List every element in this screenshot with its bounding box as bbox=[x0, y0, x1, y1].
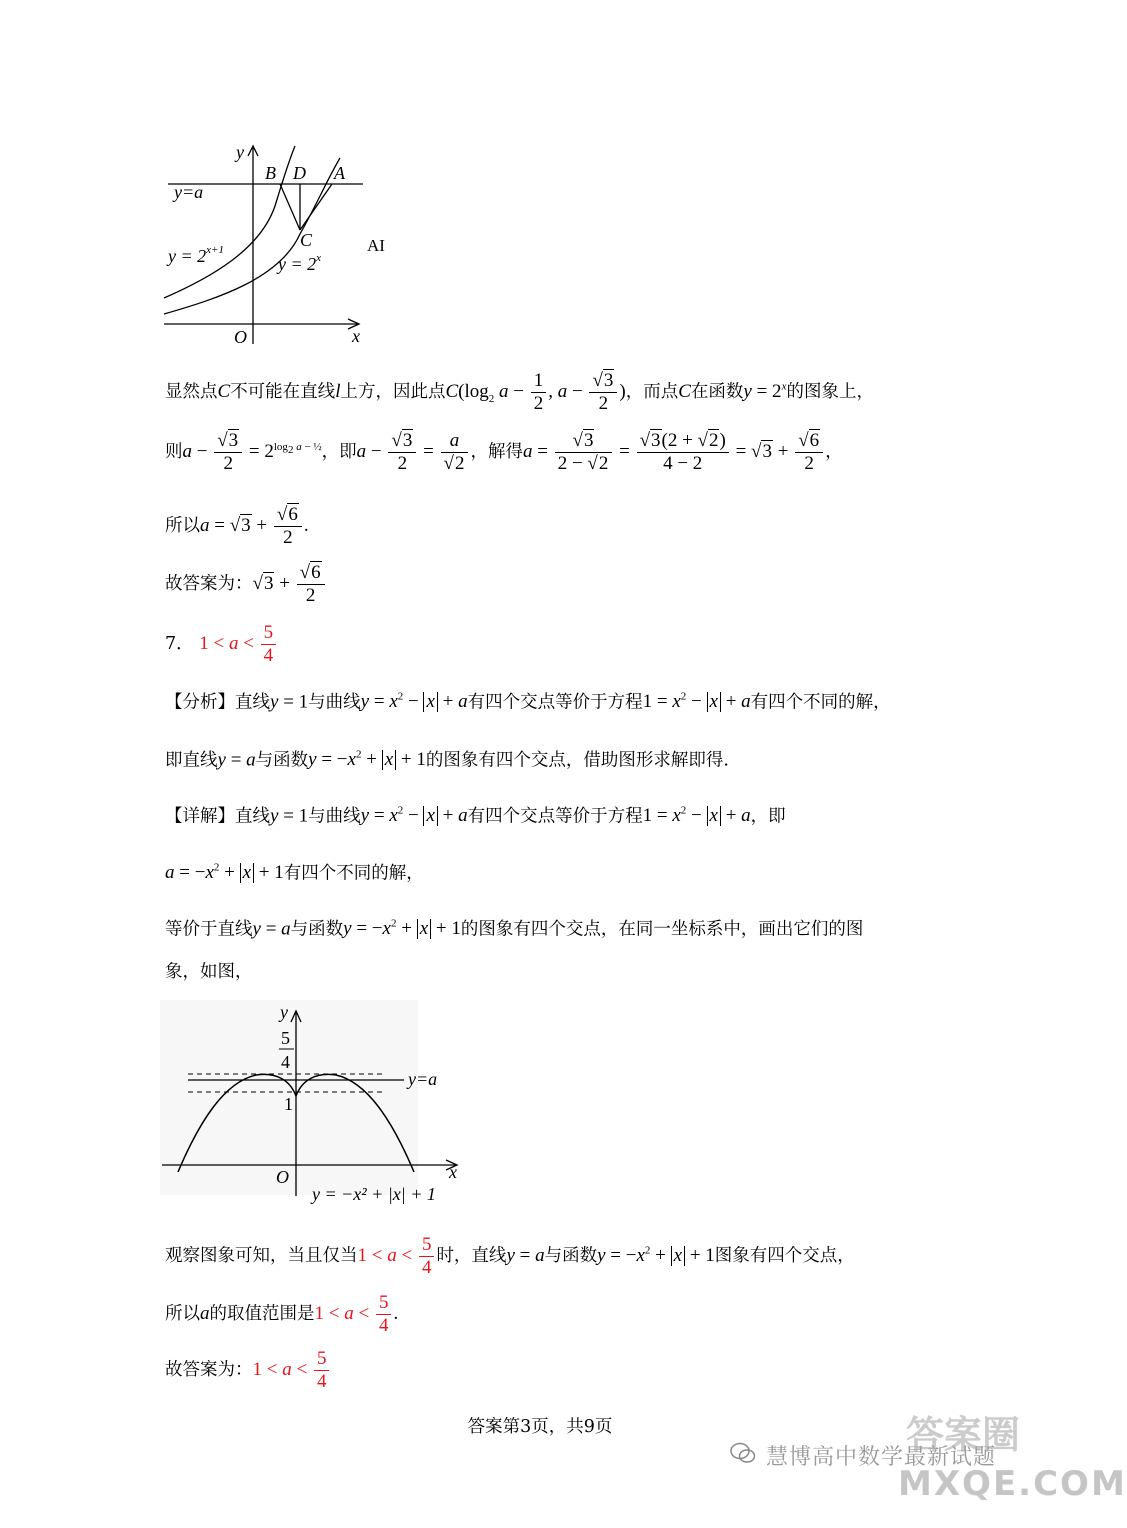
analysis-line-1 bbox=[165, 683, 891, 716]
text: 不可能在直线 bbox=[230, 381, 336, 402]
math-a: a bbox=[200, 1302, 210, 1324]
text: 与函数 bbox=[290, 919, 344, 940]
text: 直线 bbox=[235, 806, 270, 827]
math: $1 = x^2 - x + a$ bbox=[642, 805, 751, 827]
text: 与函数 bbox=[255, 750, 309, 771]
figure-parabola-graph bbox=[160, 1000, 470, 1210]
math-a-value: a = √3 + $\frac{√6}{2}$ . bbox=[200, 504, 309, 548]
fig1-point-a: A bbox=[334, 163, 345, 183]
text-line-point-c bbox=[165, 370, 874, 415]
text: ，即 bbox=[321, 441, 357, 462]
question-number: 7． bbox=[165, 633, 194, 654]
text: 有四个交点等价于方程 bbox=[467, 806, 643, 827]
math-answer-range: 1 < a < $\frac{5}{4}$ bbox=[253, 1359, 332, 1380]
text: 直线 bbox=[235, 692, 270, 713]
fig1-origin-label: O bbox=[234, 327, 247, 347]
text: 的图象有四个交点，在同一坐标系中，画出它们的图 bbox=[460, 919, 864, 940]
text: 象，如图， bbox=[165, 962, 253, 982]
fig2-x-label: x bbox=[449, 1162, 457, 1182]
math-c: C bbox=[217, 380, 231, 402]
text: 与函数 bbox=[544, 1245, 598, 1266]
math-eq1: a − $\frac{√3}{2}$ = $2^{log_2 a - \frac{1}{2}}$ bbox=[182, 430, 322, 474]
fig1-y-label: y bbox=[236, 142, 244, 162]
math-y-2x: $y = 2^x$ bbox=[743, 380, 787, 402]
math-eq3: a = $\frac{√3}{2 - √2}$ = $\frac{√3(2 + √2)}{4 - 2}$ = √3 + $\frac{√6}{2}$ bbox=[523, 441, 825, 462]
math-l: l bbox=[335, 380, 341, 402]
text: ，解得 bbox=[470, 441, 523, 462]
text: 的图象上， bbox=[786, 381, 874, 402]
detail-line-2 bbox=[165, 854, 424, 887]
text: 的取值范围是 bbox=[209, 1303, 315, 1324]
detail-line-4 bbox=[165, 958, 253, 986]
math: $y = x^2 - x + a$ bbox=[360, 805, 468, 827]
fig1-x-label: x bbox=[352, 326, 360, 346]
text: 所以 bbox=[165, 1303, 200, 1324]
math-eq2: a − $\frac{√3}{2}$ = $\frac{a}{√2}$ bbox=[357, 441, 471, 462]
segment-ca bbox=[300, 184, 332, 230]
analysis-tag: 【分析】 bbox=[165, 692, 235, 713]
fig2-y-label: y bbox=[280, 1002, 288, 1022]
text: 的图象有四个交点，借助图形求解即得. bbox=[425, 750, 729, 771]
conclusion-line-2: 所以a的取值范围是1 < a < $\frac{5}{4}$ . bbox=[165, 1292, 399, 1336]
conclusion-line-3 bbox=[165, 1348, 331, 1393]
fig2-origin-label: O bbox=[276, 1167, 289, 1187]
text: 故答案为： bbox=[165, 1359, 253, 1380]
page-footer: 答案第3页，共9页 bbox=[467, 1417, 613, 1437]
math-answer-7: 1 < a < $\frac{5}{4}$ bbox=[199, 633, 278, 654]
text: 有四个不同的解， bbox=[283, 863, 424, 884]
fig1-curve1-label: $y = 2^{x+1}$ bbox=[168, 244, 224, 266]
math-answer-range: 1 < a < $\frac{5}{4}$ bbox=[358, 1245, 437, 1266]
math: $1 = x^2 - x + a$ bbox=[642, 691, 751, 713]
segment-bc bbox=[280, 184, 300, 230]
text: 有四个交点等价于方程 bbox=[467, 692, 643, 713]
text: 在函数 bbox=[690, 381, 744, 402]
math: $a = -x^2 + x + 1$ bbox=[165, 862, 284, 884]
fig2-tick-denominator: 4 bbox=[281, 1052, 290, 1072]
question-7-answer bbox=[165, 622, 278, 667]
fig1-point-b: B bbox=[265, 163, 276, 183]
text: ，即 bbox=[750, 806, 786, 827]
math-answer-range: 1 < a < $\frac{5}{4}$ bbox=[315, 1303, 394, 1324]
text-line-answer-6 bbox=[165, 562, 327, 607]
math-c: C bbox=[678, 380, 691, 402]
fig1-side-mark: AI bbox=[367, 236, 385, 255]
fig2-line-label: y=a bbox=[408, 1069, 438, 1089]
detail-line-3 bbox=[165, 910, 863, 943]
text: 有四个不同的解， bbox=[750, 692, 891, 713]
text: ，而点 bbox=[625, 381, 679, 402]
math-answer-6: √3 + $\frac{√6}{2}$ bbox=[253, 573, 327, 594]
text: 上方，因此点 bbox=[340, 381, 446, 402]
math: $y = -x^2 + x + 1$ bbox=[597, 1244, 715, 1266]
analysis-line-2 bbox=[165, 741, 729, 774]
math: y = a bbox=[506, 1244, 545, 1266]
text: 与曲线 bbox=[308, 806, 361, 827]
fig1-point-c: C bbox=[300, 230, 313, 250]
math: y = a bbox=[252, 918, 291, 940]
fig2-tick-numerator: 5 bbox=[281, 1028, 290, 1048]
text: 图象有四个交点， bbox=[714, 1245, 855, 1266]
text: 时，直线 bbox=[436, 1245, 507, 1266]
math: $y = -x^2 + x + 1$ bbox=[308, 749, 426, 771]
fig1-curve2-label: $y = 2^x$ bbox=[278, 252, 322, 274]
fig1-point-d: D bbox=[293, 163, 306, 183]
text-line-so-a bbox=[165, 504, 309, 549]
math: $y = -x^2 + x + 1$ bbox=[343, 918, 461, 940]
math: y = a bbox=[217, 749, 256, 771]
math: y = 1 bbox=[270, 691, 309, 713]
text: 等价于直线 bbox=[165, 919, 253, 940]
detail-line-1 bbox=[165, 797, 786, 830]
watermark-stamp: 答案圈 bbox=[906, 1413, 1021, 1457]
watermark-text: 慧博高中数学最新试题 bbox=[766, 1445, 997, 1470]
text: 显然点 bbox=[165, 381, 218, 402]
text: 观察图象可知，当且仅当 bbox=[165, 1245, 358, 1266]
math: y = 1 bbox=[270, 805, 309, 827]
text: 故答案为： bbox=[165, 573, 253, 594]
wechat-icon bbox=[730, 1442, 756, 1464]
fig1-line-label: y=a bbox=[174, 182, 204, 202]
watermark-site: MXQE.COM bbox=[898, 1464, 1127, 1504]
math: $y = x^2 - x + a$ bbox=[360, 691, 468, 713]
text: 即直线 bbox=[165, 750, 218, 771]
fig2-curve-label: y = −x² + |x| + 1 bbox=[312, 1184, 436, 1204]
math-point-c-coords: $C(\log_2$ a − $\frac{1}{2}$ , a − $\frac{√3}{2}$ ) bbox=[445, 370, 626, 414]
watermark bbox=[722, 1413, 1127, 1514]
text: 所以 bbox=[165, 515, 200, 536]
figure-exponential-curves bbox=[150, 138, 410, 350]
detail-tag: 【详解】 bbox=[165, 806, 235, 827]
text: 则 bbox=[165, 441, 183, 462]
text: 与曲线 bbox=[308, 692, 361, 713]
conclusion-line-1 bbox=[165, 1234, 855, 1279]
text-line-equation: 则a − $\frac{√3}{2}$ = $2^{log_2 a - \frac{1}{2}}$，即a − $\frac{√3}{2}$ = $\frac{a}{√2}$ ，解得a = $\frac{√3}{2 - √2}$ = $\frac{√3(2 + √2)}{4 - 2}$ = √3 + $\frac{√6}{2}$ ， bbox=[165, 430, 843, 474]
fig2-tick-one: 1 bbox=[284, 1094, 293, 1114]
